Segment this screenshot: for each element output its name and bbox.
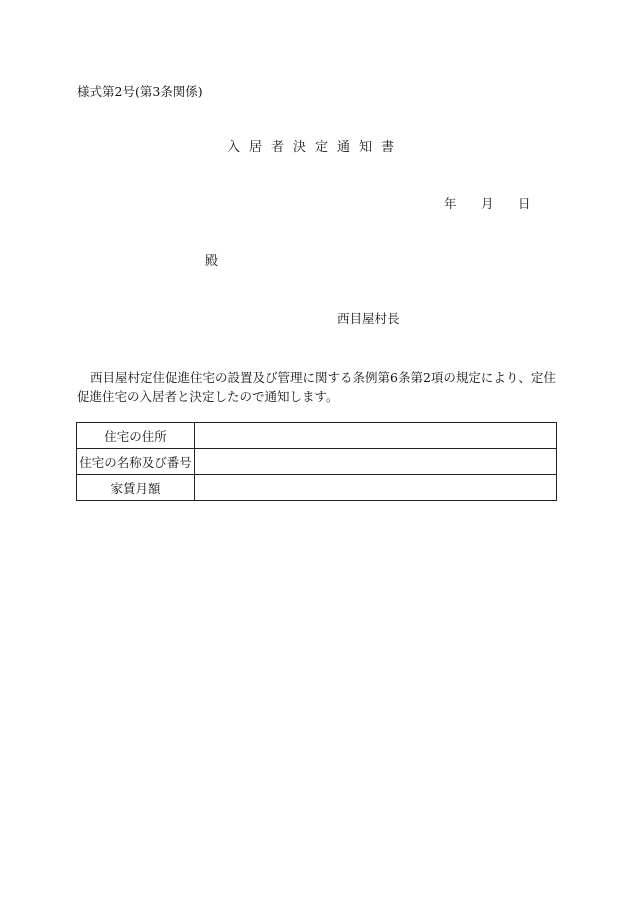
addressee-suffix: 殿 [205,254,219,269]
document-title: 入居者決定通知書 [226,140,403,155]
table-row [77,475,557,501]
notice-body-text: 西目屋村定住促進住宅の設置及び管理に関する条例第6条第2項の規定により、定住促進住宅の入居者と決定したので通知します。 [77,370,556,404]
table-row-label: 家賃月額 [77,475,195,501]
table-row-value [194,475,556,501]
table-row [77,449,557,475]
sender-name: 西目屋村長 [337,311,400,326]
date-line [444,196,531,212]
date-day-label: 日 [518,196,531,211]
housing-info-table [76,422,557,501]
date-year-label: 年 [444,196,457,211]
form-number: 様式第2号(第3条関係) [77,84,203,99]
table-row-value [194,449,556,475]
table-row [77,423,557,449]
table-row-value [194,423,556,449]
table-row-label: 住宅の名称及び番号 [77,449,195,475]
date-month-label: 月 [481,196,494,211]
table-row-label: 住宅の住所 [77,423,195,449]
